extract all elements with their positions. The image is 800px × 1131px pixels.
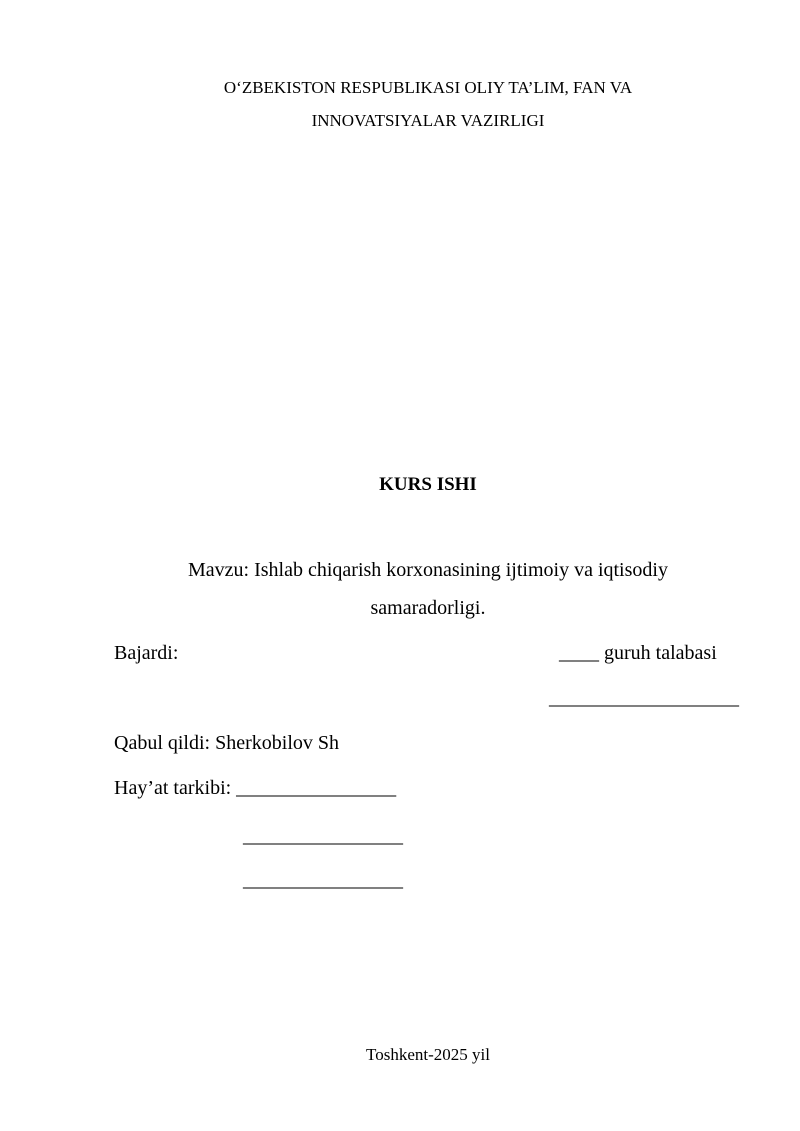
ministry-line-2: INNOVATSIYALAR VAZIRLIGI [311,111,545,130]
place-year: Toshkent-2025 yil [366,1045,490,1064]
topic-line-1: Mavzu: Ishlab chiqarish korxonasining ijtimoiy va iqtisodiy [188,559,668,581]
commission-blank-2: ________________ [243,869,403,891]
student-name-blank: ___________________ [549,687,739,709]
ministry-line-1: O‘ZBEKISTON RESPUBLIKASI OLIY TA’LIM, FAN VA [223,78,633,97]
group-student-text: ____ guruh talabasi [559,642,717,664]
accepted-by-label: Qabul qildi: Sherkobilov Sh [114,732,339,754]
topic-line-2: samaradorligi. [370,597,486,619]
commission-label: Hay’at tarkibi: ________________ [114,777,397,799]
document-title: KURS ISHI [379,474,477,495]
commission-blank-1: ________________ [243,825,403,847]
performed-label: Bajardi: [114,642,179,664]
